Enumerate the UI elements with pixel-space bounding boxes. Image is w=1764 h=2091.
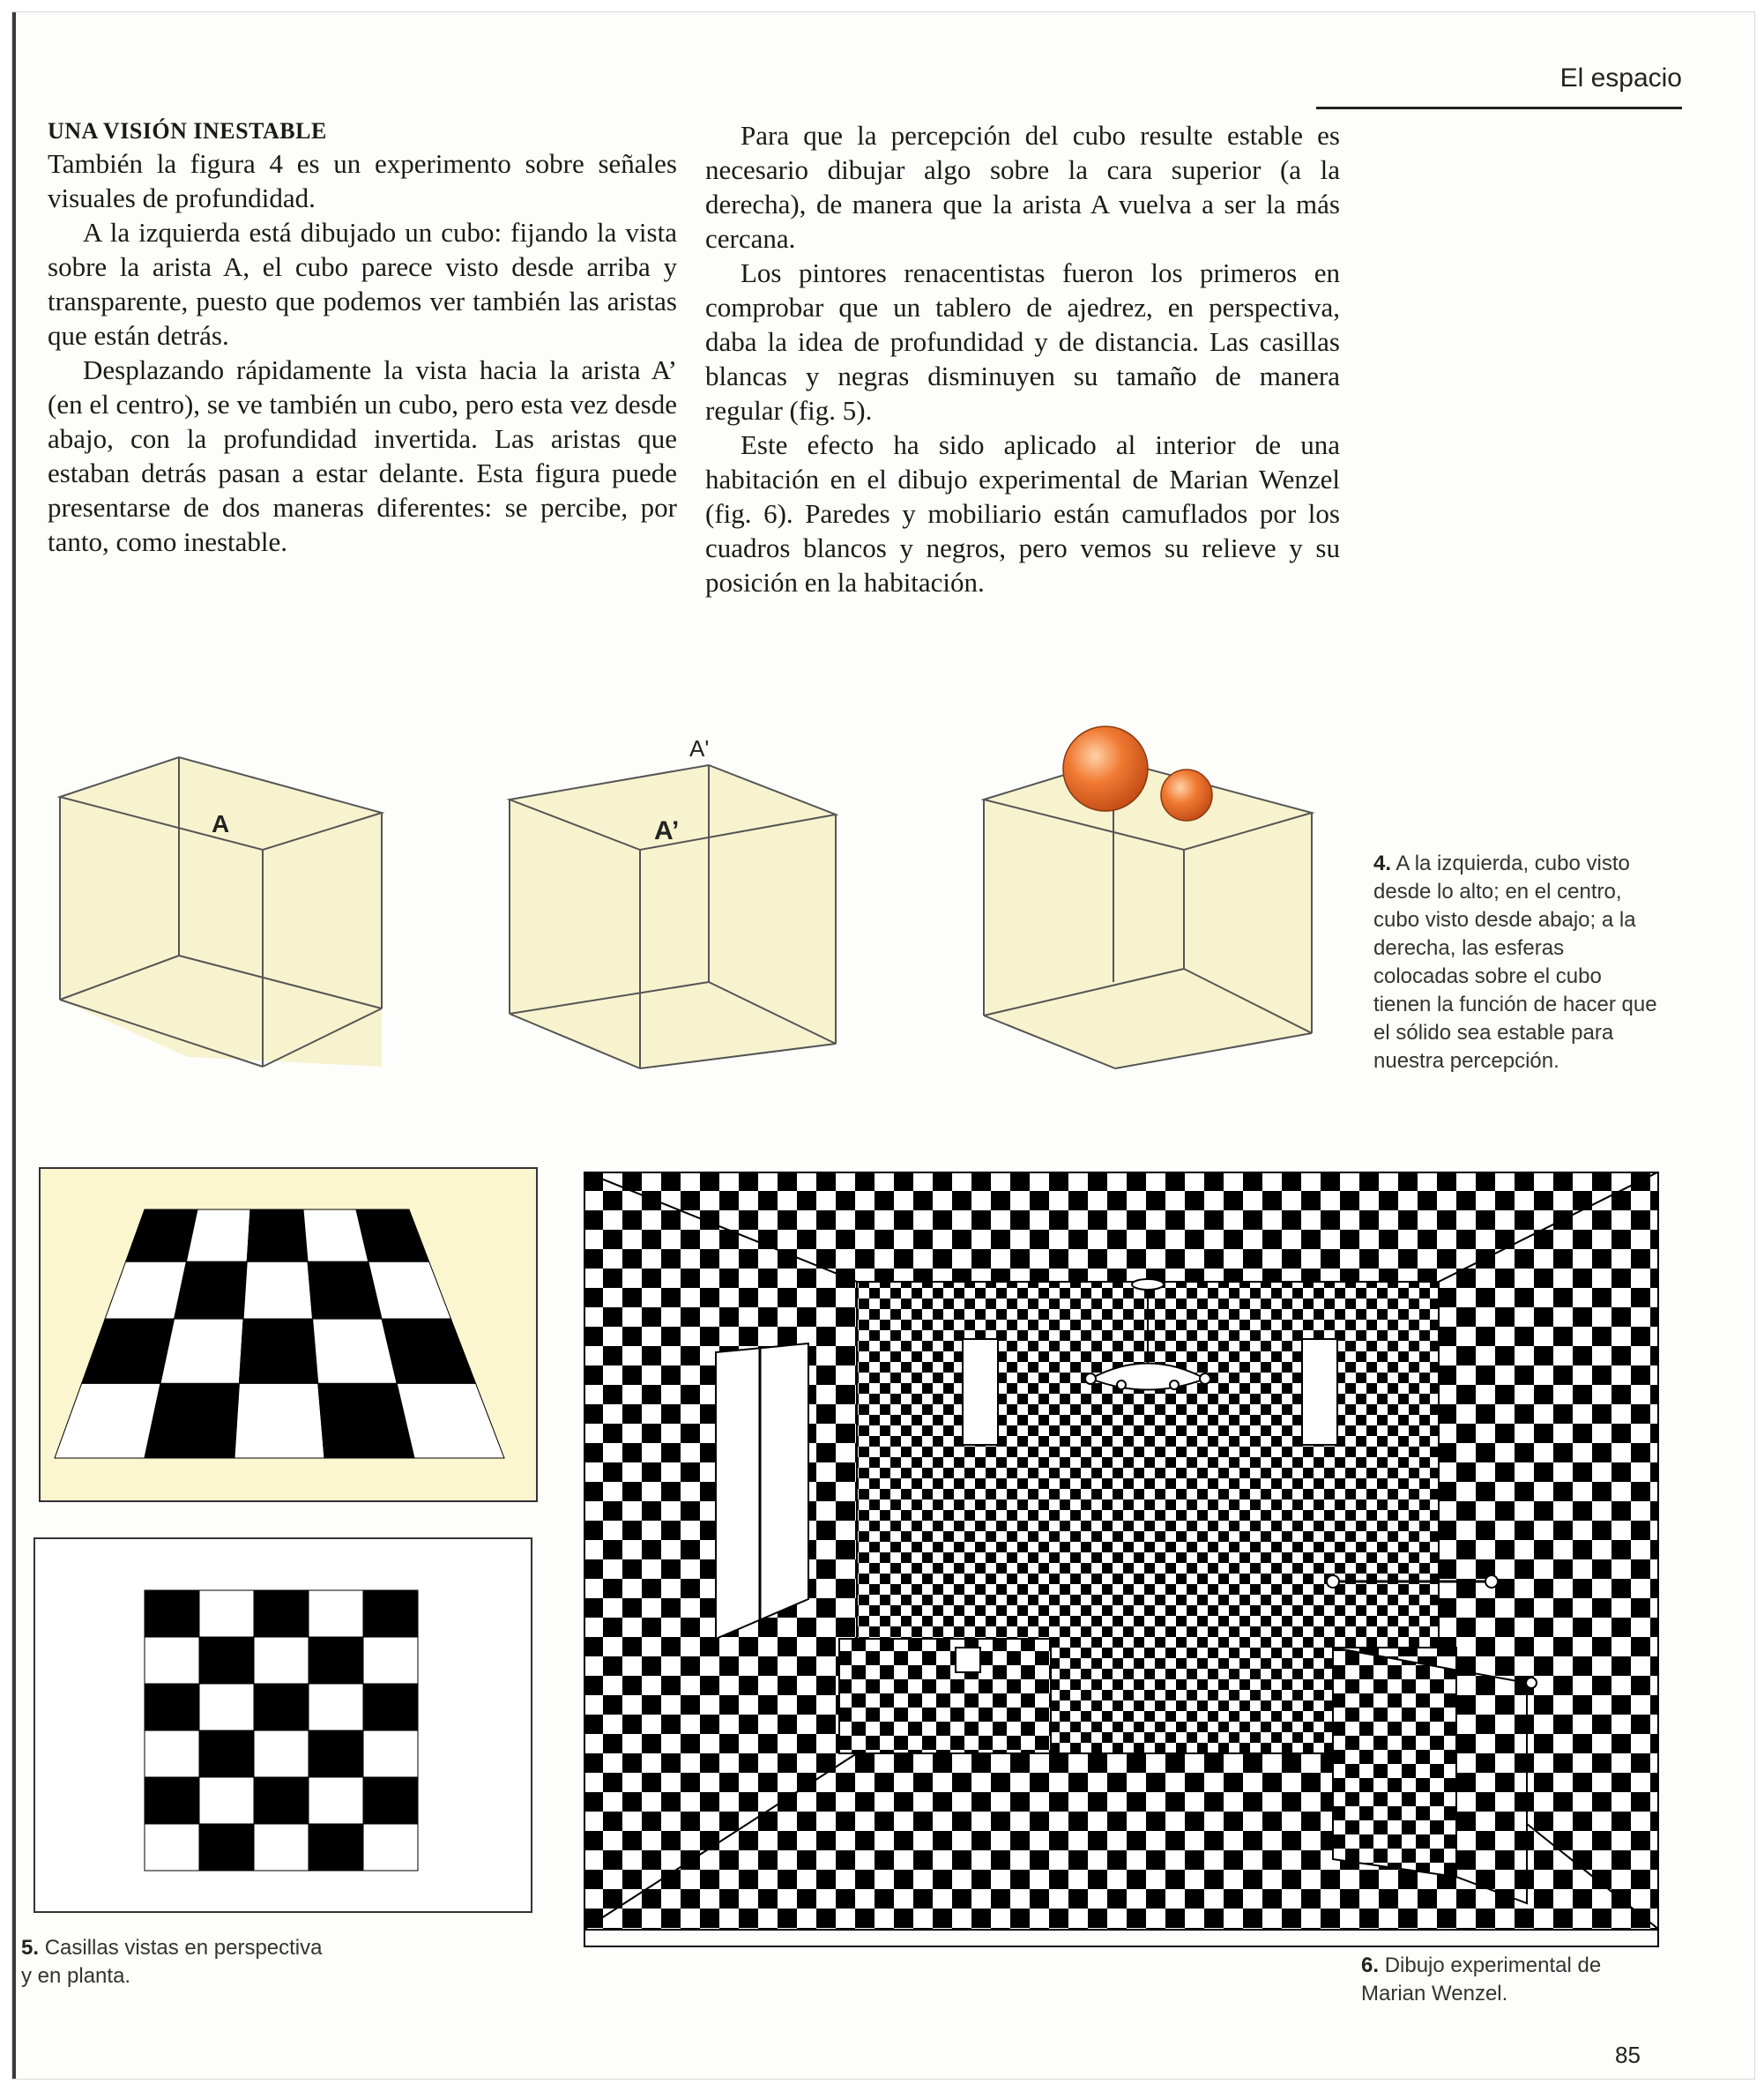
header-rule bbox=[1316, 107, 1682, 109]
sphere-large bbox=[1063, 726, 1148, 811]
board-square bbox=[363, 1824, 418, 1871]
board-square bbox=[199, 1684, 254, 1730]
board-square bbox=[145, 1777, 199, 1824]
board-square bbox=[309, 1824, 363, 1871]
window-right bbox=[1302, 1339, 1337, 1445]
figure-4-cubes bbox=[51, 718, 1321, 1088]
figure-5-perspective-board bbox=[39, 1167, 538, 1502]
running-header bbox=[1316, 63, 1682, 109]
board-square bbox=[186, 1209, 250, 1261]
caption-number: 5. bbox=[21, 1936, 40, 1960]
board-square bbox=[254, 1824, 309, 1871]
board-square bbox=[199, 1777, 254, 1824]
page-number: 85 bbox=[1615, 2042, 1641, 2068]
caption-text: Dibujo experimental de Marian Wenzel. bbox=[1361, 1953, 1602, 2005]
board-square bbox=[363, 1730, 418, 1777]
cube-right bbox=[984, 760, 1312, 1068]
board-square bbox=[363, 1684, 418, 1730]
board-square bbox=[175, 1261, 248, 1319]
header-title: El espacio bbox=[1559, 63, 1682, 93]
board-square bbox=[145, 1684, 199, 1730]
board-square bbox=[309, 1637, 363, 1684]
board-square bbox=[160, 1319, 243, 1383]
paragraph: Este efecto ha sido aplicado al interior de una habitación en el dibujo experimental de Marian Wenzel (fig. 6). Paredes y mobiliario están camuflados por los cuadros blancos y negros, pero vemos su relieve y su posición en la habitación. bbox=[705, 429, 1340, 598]
board-square bbox=[254, 1637, 309, 1684]
board-square bbox=[199, 1590, 254, 1637]
figure-6-checkered-room bbox=[584, 1172, 1659, 1947]
board-square bbox=[254, 1684, 309, 1730]
board-square bbox=[254, 1730, 309, 1777]
cube-center bbox=[510, 765, 836, 1068]
board-square bbox=[199, 1637, 254, 1684]
cube-label-a: A bbox=[212, 810, 230, 837]
right-box-side bbox=[1333, 1648, 1456, 1877]
board-square bbox=[199, 1824, 254, 1871]
caption-number: 6. bbox=[1361, 1953, 1380, 1977]
figure-5-caption bbox=[21, 1934, 339, 1991]
paragraph: A la izquierda está dibujado un cubo: fijando la vista sobre la arista A, el cubo parece visto desde arriba y transparente, puesto que podemos ver también las aristas que están detrás. bbox=[48, 217, 677, 351]
board-square bbox=[309, 1777, 363, 1824]
board-square bbox=[145, 1824, 199, 1871]
window-left bbox=[963, 1339, 998, 1445]
paragraph: Los pintores renacentistas fueron los primeros en comprobar que un tablero de ajedrez, en perspectiva, daba la idea de profundidad y de distancia. Las casillas blancas y negras disminuyen su tamaño de manera regular (fig. 5). bbox=[705, 257, 1340, 426]
cube-left bbox=[60, 757, 382, 1067]
caption-text: A la izquierda, cubo visto desde lo alto; en el centro, cubo visto desde abajo; a la derecha, las esferas colocadas sobre el cubo tienen la función de hacer que el sólido sea estable para nuestra percepción. bbox=[1373, 852, 1657, 1073]
board-square bbox=[309, 1684, 363, 1730]
board-square bbox=[254, 1777, 309, 1824]
figure-5-plan-board bbox=[33, 1537, 532, 1913]
figure-6-caption bbox=[1361, 1952, 1661, 2008]
board-square bbox=[309, 1590, 363, 1637]
board-square bbox=[145, 1590, 199, 1637]
board-square bbox=[363, 1637, 418, 1684]
board-square bbox=[199, 1730, 254, 1777]
board-square bbox=[145, 1383, 239, 1458]
paragraph: También la figura 4 es un experimento sobre señales visuales de profundidad. bbox=[48, 148, 677, 213]
board-square bbox=[247, 1209, 308, 1261]
board-square bbox=[145, 1730, 199, 1777]
caption-number: 4. bbox=[1373, 852, 1392, 875]
board-square bbox=[234, 1383, 324, 1458]
right-text-column bbox=[705, 118, 1340, 599]
section-heading: UNA VISIÓN INESTABLE bbox=[48, 118, 327, 144]
caption-text: Casillas vistas en perspectiva y en planta. bbox=[21, 1936, 323, 1988]
paragraph: Para que la percepción del cubo resulte estable es necesario dibujar algo sobre la cara superior (a la derecha), de manera que la arista A vuelva a ser la más cercana. bbox=[705, 120, 1340, 254]
cabinet-handle bbox=[956, 1648, 980, 1672]
board-square bbox=[309, 1730, 363, 1777]
board-square bbox=[239, 1319, 317, 1383]
figure-4-caption bbox=[1373, 850, 1664, 1075]
board-square bbox=[254, 1590, 309, 1637]
board-square bbox=[363, 1777, 418, 1824]
left-text-column bbox=[48, 118, 677, 559]
cube-label-a-prime: A’ bbox=[654, 816, 680, 845]
board-square bbox=[243, 1261, 312, 1319]
paragraph: Desplazando rápidamente la vista hacia la arista A’ (en el centro), se ve también un cubo, pero esta vez desde abajo, con la profundidad invertida. Las aristas que estaban detrás pasan a estar delante. Esta figura puede presentarse de dos maneras diferentes: se percibe, por tanto, como inestable. bbox=[48, 354, 677, 557]
board-square bbox=[145, 1637, 199, 1684]
sphere-small bbox=[1161, 770, 1212, 821]
cabinet bbox=[839, 1639, 1051, 1753]
side-window bbox=[716, 1343, 808, 1639]
cube-label-a-prime-top: A' bbox=[689, 735, 710, 762]
board-square bbox=[363, 1590, 418, 1637]
book-page bbox=[12, 12, 1754, 2079]
